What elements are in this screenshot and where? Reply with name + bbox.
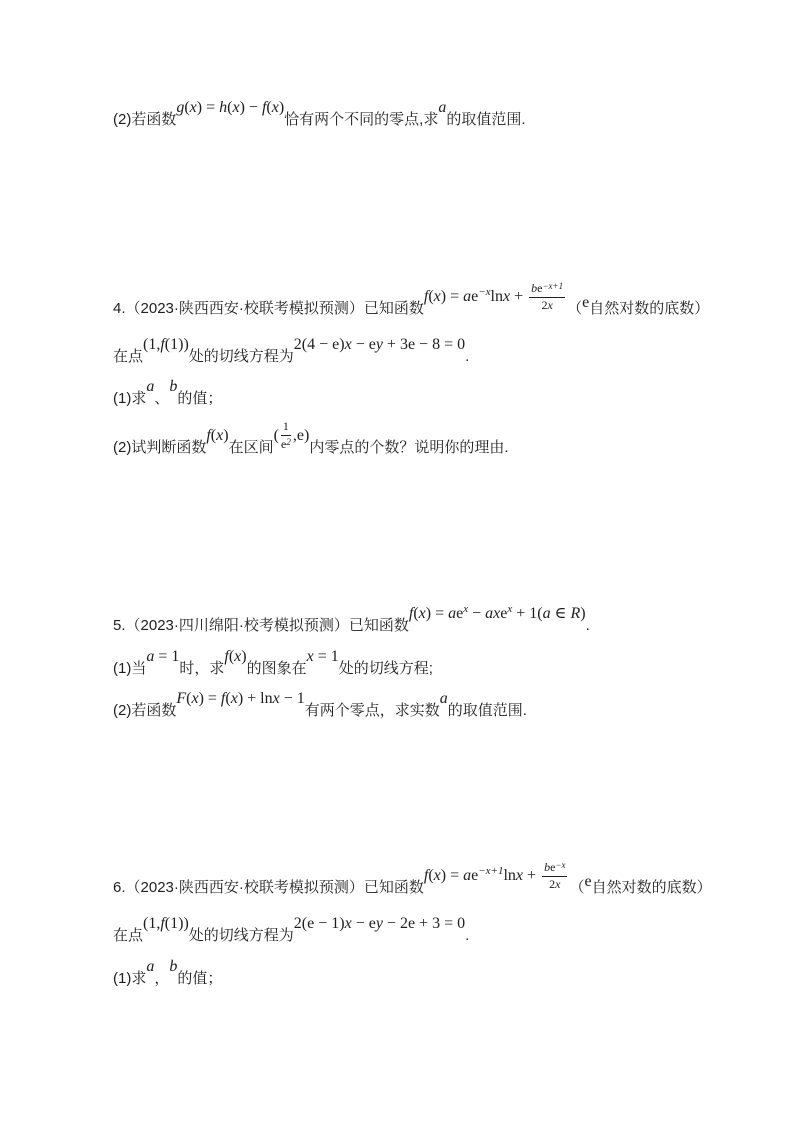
math-var: x xyxy=(503,288,511,305)
math-var: x xyxy=(216,426,224,444)
math-roman: ln xyxy=(503,867,516,884)
math-roman: ( xyxy=(225,690,231,707)
math-roman: ln xyxy=(490,288,503,305)
math-var: g xyxy=(176,99,185,116)
text-run: (1)求 xyxy=(113,970,147,987)
text-run: 有两个零点，求实数 xyxy=(304,702,440,719)
math-var: x xyxy=(555,877,561,892)
math-var: a xyxy=(438,99,447,116)
line-prev-q2 xyxy=(113,97,773,131)
math-var: x xyxy=(547,298,553,313)
superscript: x xyxy=(463,603,469,615)
math-var: f xyxy=(408,605,414,622)
math-roman: ( xyxy=(210,426,217,444)
math-var: a xyxy=(542,605,551,622)
line-p5-intro xyxy=(113,598,773,637)
math-roman: ) + ln xyxy=(237,690,273,707)
math-var: x xyxy=(189,99,197,116)
text-run: 处的切线方程为 xyxy=(188,348,294,365)
math-roman: 2 xyxy=(541,298,548,313)
text-run: 内零点的个数？说明你的理由. xyxy=(309,438,509,456)
math-var: a xyxy=(146,648,155,665)
math-group xyxy=(307,646,339,668)
math-roman: − 2e + 3 = 0 xyxy=(382,915,466,932)
text-run: 恰有两个不同的零点,求 xyxy=(284,111,439,128)
math-roman: e xyxy=(471,288,479,305)
math-roman: (1)) xyxy=(164,336,189,353)
text-run: 在区间 xyxy=(228,438,274,456)
text-run: . xyxy=(465,927,470,944)
math-roman: ( xyxy=(273,426,279,444)
text-run: 时，求 xyxy=(179,660,225,677)
fraction xyxy=(542,860,567,892)
math-roman: ( xyxy=(228,648,235,665)
math-roman: ( xyxy=(428,867,434,884)
math-var: f xyxy=(160,336,165,353)
superscript: x xyxy=(507,603,513,615)
math-group xyxy=(424,281,567,313)
line-p5-q1 xyxy=(113,646,773,680)
superscript: 2 xyxy=(286,436,291,447)
fraction-denominator xyxy=(542,877,567,892)
math-group xyxy=(176,688,304,710)
math-roman: − xyxy=(468,605,486,622)
math-roman: ) = xyxy=(425,605,449,622)
math-roman: ) xyxy=(223,426,229,444)
math-roman: ) = xyxy=(198,690,221,707)
math-roman: ) xyxy=(241,648,247,665)
text-run: 在点 xyxy=(113,348,144,365)
math-var: f xyxy=(206,426,211,444)
superscript: −x xyxy=(555,860,566,871)
math-roman: ) − xyxy=(239,99,262,116)
math-roman: ( xyxy=(413,605,419,622)
math-group xyxy=(143,334,189,356)
fraction-numerator xyxy=(529,281,565,298)
math-roman: (1, xyxy=(143,915,161,932)
math-roman: ( xyxy=(266,99,272,116)
math-var: a xyxy=(463,288,472,305)
math-var: x xyxy=(191,690,199,707)
text-run: (1)求 xyxy=(113,390,147,407)
text-run: 自然对数的底数） xyxy=(589,300,710,317)
math-roman: + xyxy=(510,288,528,305)
math-var: y xyxy=(375,336,383,353)
math-roman: 2(e − 1) xyxy=(293,915,345,932)
math-var: x xyxy=(344,915,352,932)
math-group xyxy=(294,913,465,935)
math-var: a xyxy=(463,867,472,884)
text-run: (2)试判断函数 xyxy=(113,438,207,456)
math-var: x xyxy=(232,99,240,116)
math-roman: (1)) xyxy=(164,915,189,932)
text-run: . xyxy=(585,617,590,634)
math-roman: e xyxy=(500,605,508,622)
math-var: b xyxy=(544,860,551,875)
fraction-denominator xyxy=(281,436,291,452)
fraction xyxy=(529,281,565,313)
math-var: a xyxy=(439,690,448,707)
line-p6-intro xyxy=(113,860,773,899)
math-roman: + 1( xyxy=(512,605,543,622)
math-roman: + xyxy=(523,867,541,884)
math-roman: = 1 xyxy=(313,648,339,665)
math-var: x xyxy=(433,288,441,305)
fraction-numerator xyxy=(542,860,567,877)
math-var: f xyxy=(423,288,429,305)
text-run: 处的切线方程; xyxy=(338,660,433,677)
math-var: b xyxy=(169,378,178,395)
text-run: 4.（2023·陕西西安·校联考模拟预测）已知函数 xyxy=(113,300,424,317)
math-roman: ( xyxy=(186,690,192,707)
math-roman: = 1 xyxy=(154,648,180,665)
math-var: f xyxy=(423,867,429,884)
text-run: 6.（2023·陕西西安·校联考模拟预测）已知函数 xyxy=(113,879,424,896)
math-group xyxy=(176,97,284,119)
math-roman: e xyxy=(456,605,464,622)
math-roman: ) = xyxy=(440,867,464,884)
fraction-denominator xyxy=(529,298,565,313)
math-var: x xyxy=(234,648,242,665)
math-group xyxy=(143,913,189,935)
math-roman: ( xyxy=(184,99,190,116)
math-var: x xyxy=(433,867,441,884)
math-group xyxy=(424,860,570,892)
math-roman: e xyxy=(471,867,479,884)
math-roman: 2 xyxy=(549,877,556,892)
math-roman: ) = xyxy=(440,288,464,305)
fraction-numerator xyxy=(281,420,291,436)
math-var: a xyxy=(448,605,457,622)
math-roman: ,e) xyxy=(292,426,310,444)
math-var: x xyxy=(306,648,314,665)
text-run: 在点 xyxy=(113,927,144,944)
math-var: x xyxy=(230,690,238,707)
math-var: a xyxy=(146,958,155,975)
text-run: 的取值范围. xyxy=(446,111,526,128)
math-roman: e xyxy=(550,860,556,875)
text-run: . xyxy=(465,348,470,365)
math-var: a xyxy=(146,378,155,395)
math-var: x xyxy=(272,690,280,707)
math-var: b xyxy=(531,281,538,296)
text-run: （ xyxy=(567,300,583,317)
text-run: ， xyxy=(154,970,170,987)
math-var: x xyxy=(515,867,524,884)
math-var: x xyxy=(418,605,426,622)
math-group xyxy=(146,646,179,668)
line-p6-tangent xyxy=(113,913,773,947)
text-run: (1)当 xyxy=(113,660,147,677)
line-p4-intro xyxy=(113,281,773,320)
line-p4-q2 xyxy=(113,420,773,459)
math-group xyxy=(584,871,591,893)
math-roman: ( xyxy=(227,99,233,116)
line-p4-tangent xyxy=(113,334,773,368)
superscript: −x xyxy=(478,286,491,298)
math-var: F xyxy=(176,690,187,707)
line-p5-q2 xyxy=(113,688,773,722)
fraction xyxy=(281,420,291,452)
math-roman: 1 xyxy=(282,419,289,433)
superscript: −x+1 xyxy=(542,281,564,292)
math-roman: ∈ xyxy=(550,605,571,622)
text-run: 的取值范围. xyxy=(447,702,527,719)
math-roman: ) = xyxy=(196,99,220,116)
math-var: ax xyxy=(485,605,501,622)
math-roman: ) xyxy=(580,605,586,622)
math-group xyxy=(409,598,586,625)
line-p4-q1 xyxy=(113,376,773,410)
math-roman: + 3e − 8 = 0 xyxy=(382,336,466,353)
math-var: R xyxy=(570,605,581,622)
text-run: 的值； xyxy=(177,970,223,987)
math-var: x xyxy=(344,336,352,353)
math-roman: ) xyxy=(278,99,285,116)
text-run: 、 xyxy=(154,390,170,407)
text-run: （ xyxy=(569,879,585,896)
math-var: b xyxy=(169,958,178,975)
math-roman: e xyxy=(584,873,592,890)
math-var: f xyxy=(261,99,267,116)
math-var: h xyxy=(219,99,228,116)
math-roman: ( xyxy=(428,288,434,305)
math-var: f xyxy=(160,915,165,932)
math-roman: (1, xyxy=(143,336,161,353)
math-roman: − 1 xyxy=(279,690,305,707)
math-group xyxy=(294,334,465,356)
text-run: 5.（2023·四川绵阳·校考模拟预测）已知函数 xyxy=(113,617,409,634)
superscript: −x+1 xyxy=(478,865,504,877)
math-var: y xyxy=(375,915,383,932)
text-run: (2)若函数 xyxy=(113,702,177,719)
math-roman: 2(4 − e) xyxy=(293,336,345,353)
line-p6-q1 xyxy=(113,956,773,990)
math-group xyxy=(440,688,448,710)
math-group xyxy=(206,425,228,447)
text-run: 处的切线方程为 xyxy=(188,927,294,944)
math-roman: − e xyxy=(351,915,376,932)
math-roman: − e xyxy=(351,336,376,353)
math-var: x xyxy=(271,99,279,116)
math-roman: e xyxy=(280,436,287,451)
text-run: 的图象在 xyxy=(246,660,307,677)
math-var: f xyxy=(220,690,226,707)
math-roman: e xyxy=(537,281,543,296)
math-group xyxy=(274,420,310,452)
math-roman: e xyxy=(582,294,590,311)
math-var: f xyxy=(224,648,229,665)
math-group xyxy=(224,646,246,668)
text-run: 自然对数的底数） xyxy=(591,879,712,896)
text-run: 的值； xyxy=(177,390,223,407)
text-run: (2)若函数 xyxy=(113,111,177,128)
